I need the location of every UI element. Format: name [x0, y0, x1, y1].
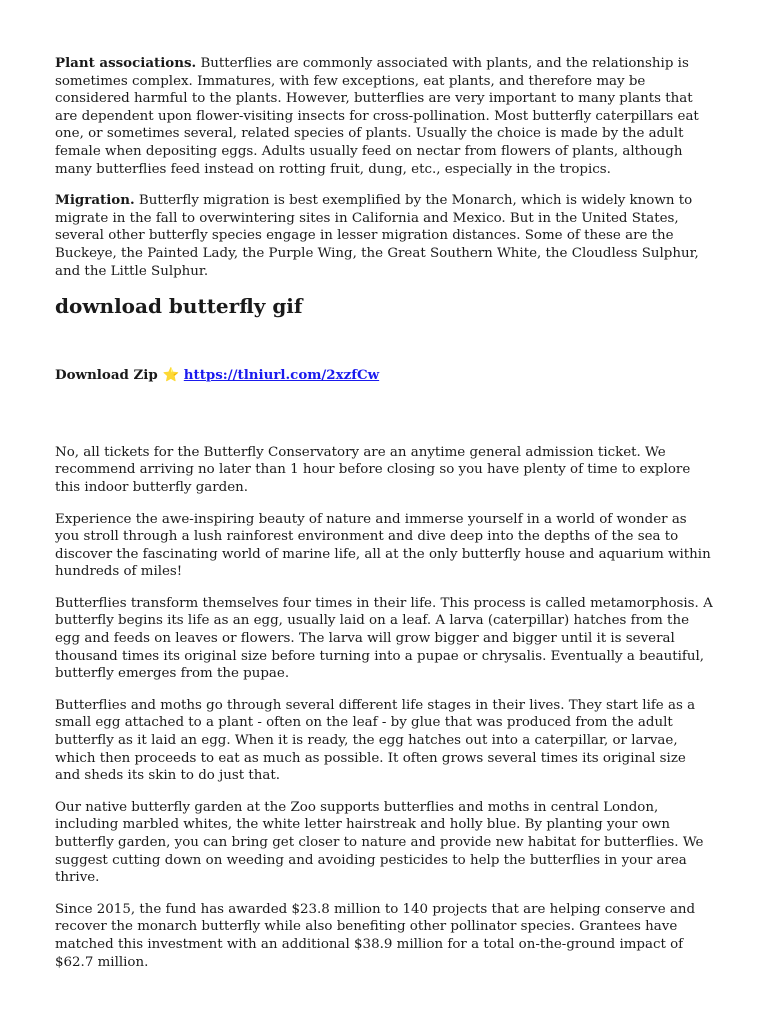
migration-text: Butterfly migration is best exemplified by the Monarch, which is widely known to migrate in the fall to overwintering sites in California and Mexico. But in the United States, several other butterfly species engage in lesser migration distances. Some of these are the Buckeye, the Painted Lady, the Purple Wing, the Great Southern White, the Cloudless Sulphur, and the Little Sulphur. — [55, 193, 699, 279]
body-paragraph: Experience the awe-inspiring beauty of nature and immerse yourself in a world of wonder as you stroll through a lush rainforest environment and dive deep into the depths of the sea to discover the fascinating world of marine life, all at the only butterfly house and aquarium within hundreds of miles! — [55, 511, 711, 580]
download-link[interactable]: https://tlniurl.com/2xzfCw — [183, 367, 380, 384]
document-page — [55, 55, 715, 985]
page-heading: download butterfly gif — [55, 294, 303, 319]
body-paragraph: Butterflies transform themselves four times in their life. This process is called metamorphosis. A butterfly begins its life as an egg, usually laid on a leaf. A larva (caterpillar) hatches from the egg and feeds on leaves or flowers. The larva will grow bigger and bigger until it is several thousand times its original size before turning into a pupae or chrysalis. Eventually a beautiful, butterfly emerges from the pupae. — [55, 595, 713, 682]
body-section — [55, 444, 715, 971]
body-paragraph: Since 2015, the fund has awarded $23.8 million to 140 projects that are helping conserve and recover the monarch butterfly while also benefiting other pollinator species. Grantees have matched this investment with an additional $38.9 million for a total on-the-ground impact of $62.7 million. — [55, 901, 696, 970]
plant-associations-text: Butterflies are commonly associated with plants, and the relationship is sometimes complex. Immatures, with few exceptions, eat plants, and therefore may be considered harmful to the plants. However, butterflies are very important to many plants that are dependent upon flower-visiting insects for cross-pollination. Most butterfly caterpillars eat one, or sometimes several, related species of plants. Usually the choice is made by the adult female when depositing eggs. Adults usually feed on nectar from flowers of plants, although many butterflies feed instead on rotting fruit, dung, etc., especially in the tropics. — [55, 56, 699, 177]
plant-associations-lead: Plant associations. — [55, 55, 197, 71]
plant-associations-paragraph — [55, 55, 715, 178]
download-label: Download Zip — [55, 367, 158, 384]
download-line — [55, 367, 715, 385]
migration-lead: Migration. — [55, 192, 135, 209]
body-paragraph: Our native butterfly garden at the Zoo supports butterflies and moths in central London, including marbled whites, the white letter hairstreak and holly blue. By planting your own butterfly garden, you can bring get closer to nature and provide new habitat for butterflies. We suggest cutting down on weeding and avoiding pesticides to help the butterflies in your area thrive. — [55, 799, 704, 886]
migration-paragraph — [55, 192, 715, 280]
body-paragraph: Butterflies and moths go through several different life stages in their lives. They start life as a small egg attached to a plant - often on the leaf - by glue that was produced from the adult butterfly as it laid an egg. When it is ready, the egg hatches out into a caterpillar, or larvae, which then proceeds to eat as much as possible. It often grows several times its original size and sheds its skin to do just that. — [55, 697, 696, 784]
body-paragraph: No, all tickets for the Butterfly Conservatory are an anytime general admission ticket. We recommend arriving no later than 1 hour before closing so you have plenty of time to explore this indoor butterfly garden. — [55, 444, 691, 495]
star-icon: ⭐ — [162, 368, 180, 384]
